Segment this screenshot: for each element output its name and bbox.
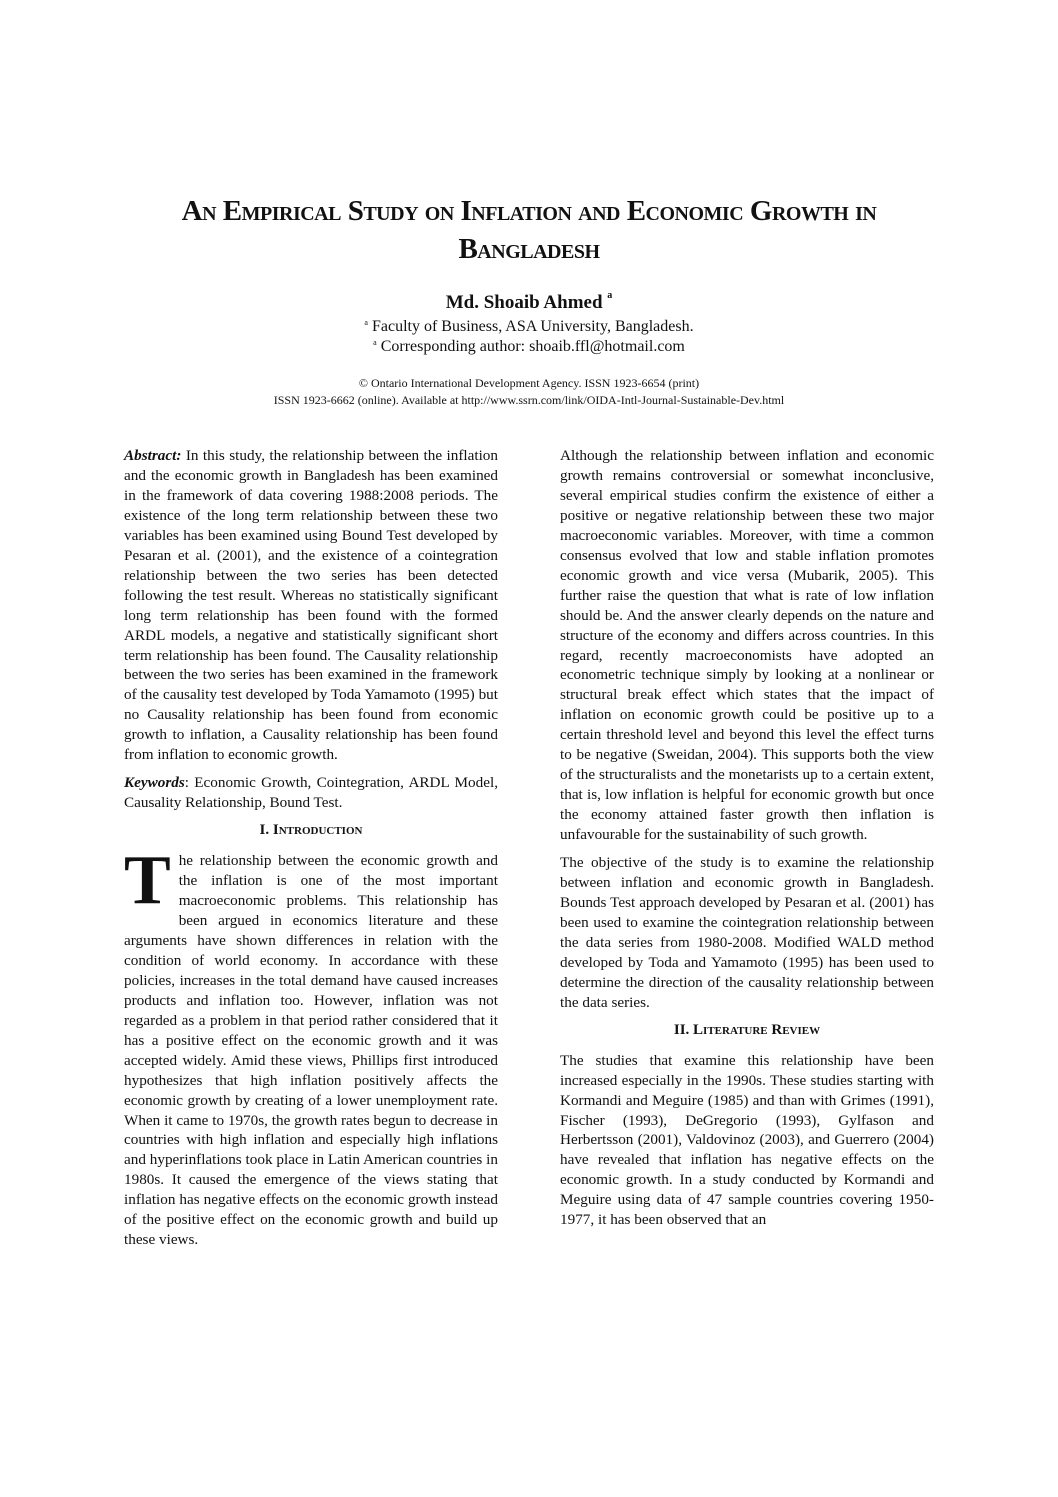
right-column — [560, 446, 934, 1238]
copyright-notice — [0, 375, 1058, 409]
author-name-text: Md. Shoaib Ahmed — [445, 292, 603, 313]
intro-paragraph-1-text: he relationship between the economic growth and the inflation is one of the most important macroeconomic problems. This relationship has been argued in economics literature and these arguments have shown differences in relation with the condition of world economy. In accordance with these policies, increases in the total demand have caused increases products and inflation too. However, inflation was not regarded as a problem in that period rather considered that it has a positive effect on the economic growth and it was accepted widely. Amid these views, Phillips first introduced hypothesizes that high inflation positively affects the economic growth by creating of a lower unemployment rate. When it came to 1970s, the growth rates begun to decrease in countries with high inflation and especially high inflations and hyperinflations took place in Latin American countries in 1980s. It caused the emergence of the views stating that inflation has negative effects on the economic growth instead of the positive effect on the economic growth and build up these views. — [124, 852, 498, 1249]
section-heading-literature-review: II. Literature Review — [673, 1021, 821, 1038]
abstract — [124, 446, 498, 765]
author-marker: a — [607, 290, 613, 301]
affiliation-text: Faculty of Business, ASA University, Bangladesh. — [371, 318, 694, 335]
abstract-label: Abstract: — [124, 447, 182, 464]
literature-paragraph-1: The studies that examine this relationship have been increased especially in the 1990s. These studies starting with Kormandi and Meguire (1985) and than with Grimes (1991), Fischer (1993), DeGregorio (1993), Gylfason and Herbertsson (2001), Valdovinoz (2003), and Guerrero (2004) have revealed that inflation has negative effects on the economic growth. In a study conducted by Kormandi and Meguire using data of 47 sample countries covering 1950-1977, it has been observed that an — [560, 1051, 934, 1229]
intro-paragraph-3: The objective of the study is to examine the relationship between inflation and economic growth in Bangladesh. Bounds Test approach developed by Pesaran et al. (2001) has been used to examine the cointegration relationship between the data series from 1980-2008. Modified WALD method developed by Toda and Yamamoto (1995) has been used to determine the direction of the causality relationship between the data series. — [560, 854, 934, 1011]
copyright-line-1: © Ontario International Development Agency. ISSN 1923-6654 (print) — [358, 376, 700, 390]
keywords — [124, 773, 498, 813]
drop-cap: T — [124, 842, 171, 920]
corresponding-author — [0, 338, 1058, 356]
paper-title: An Empirical Study on Inflation and Economic Growth in Bangladesh — [181, 195, 877, 265]
keywords-label: Keywords — [124, 774, 185, 792]
abstract-text: In this study, the relationship between the inflation and the economic growth in Bangladesh has been examined in the framework of data covering 1988:2008 periods. The existence of the long term relationship between these two variables has been examined using Bound Test developed by Pesaran et al. (2001), and the existence of a cointegration relationship between the two series has been detected following the test result. Whereas no statistically significant long term relationship has been found with the formed ARDL models, a negative and statistically significant short term relationship has been found. The Causality relationship between the two series has been examined in the framework of the causality test developed by Toda Yamamoto (1995) but no Causality relationship has been found from economic growth to inflation, a Causality relationship has been found from inflation to economic growth. — [124, 447, 498, 764]
intro-paragraph-1 — [124, 842, 498, 1250]
section-heading-introduction: I. Introduction — [259, 822, 363, 839]
corresponding-text: Corresponding author: shoaib.ffl@hotmail.com — [380, 338, 685, 355]
intro-paragraph-2: Although the relationship between inflation and economic growth remains controversial or somewhat inconclusive, several empirical studies confirm the existence of either a positive or negative relationship between these two major macroeconomic variables. Moreover, with time a common consensus evolved that low and stable inflation promotes economic growth and vice versa (Mubarik, 2005). This further raise the question that what is rate of low inflation should be. And the answer clearly depends on the nature and structure of the economy and differs across countries. In this regard, recently macroeconomists have adopted an econometric technique simply by looking at a nonlinear or structural break effect which states that the impact of inflation on economic growth could be positive up to a certain threshold level and beyond this level the effect turns to be negative (Sweidan, 2004). This supports both the view of the structuralists and the monetarists up to a certain extent, that is, low inflation is helpful for economic growth but once the economy attained faster growth then inflation is unfavourable for the sustainability of such growth. — [560, 447, 934, 844]
corresponding-marker: a — [373, 338, 377, 347]
copyright-line-2: ISSN 1923-6662 (online). Available at http://www.ssrn.com/link/OIDA-Intl-Journal-Sustainable-Dev.html — [273, 393, 785, 407]
left-column — [124, 446, 498, 1258]
keywords-text: : Economic Growth, Cointegration, ARDL Model, Causality Relationship, Bound Test. — [124, 774, 498, 812]
author-affiliation — [0, 318, 1058, 336]
affiliation-marker: a — [364, 318, 368, 327]
author-name — [0, 292, 1058, 314]
